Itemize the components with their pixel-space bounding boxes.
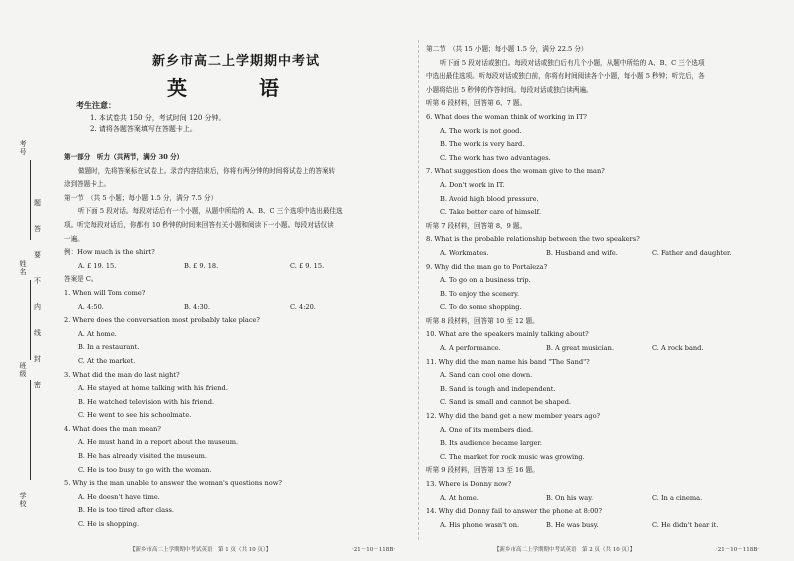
page-footer: 【新乡市高二上学期期中考试英语 第 2 页（共 10 页）】 <box>494 547 636 553</box>
instructions: 项。听完每段对话后，你都有 10 秒钟的时间来回答有关小题和阅读下一小题。每段对话仅读 <box>64 220 334 229</box>
option: B. He watched television with his friend. <box>78 397 215 406</box>
instructions: 中选出最佳选项。听每段对话或独白前，你将有时间阅读各个小题，每小题 5 秒钟；听完后，各 <box>426 72 705 81</box>
option: B. In a restaurant. <box>78 343 140 352</box>
class-label: 班级 <box>19 362 27 378</box>
option: A. He must hand in a report about the museum. <box>78 438 239 447</box>
option: B. To enjoy the scenery. <box>440 289 520 298</box>
left-page <box>60 0 412 561</box>
option: C. Father and daughter. <box>652 248 732 257</box>
option: B. A great musician. <box>546 344 614 353</box>
instructions: 小题将给出 5 秒钟的作答时间。每段对话或独白读两遍。 <box>426 85 593 94</box>
option: C. £ 9. 15. <box>290 261 325 270</box>
exam-number-label: 考号 <box>19 140 27 156</box>
option: B. Sand is tough and independent. <box>440 384 556 393</box>
option: A. One of its members died. <box>440 425 534 434</box>
question: 5. Why is the man unable to answer the woman's questions now? <box>64 479 282 488</box>
listening-section-2 <box>426 43 732 532</box>
page-code: ·21－10－118B· <box>352 547 396 553</box>
option: C. He is shopping. <box>78 520 140 529</box>
instructions: 做题时，先将答案标在试卷上。录音内容结束后，你将有两分钟的时间将试卷上的答案转 <box>78 166 336 175</box>
notice-box <box>76 100 226 135</box>
instructions: 听下面 5 段对话或独白。每段对话或独白后有几个小题，从题中所给的 A、B、C 三个选项 <box>440 58 705 67</box>
option: C. He is too busy to go with the woman. <box>78 465 212 474</box>
part-heading: 第一部分 听力（共两节，满分 30 分） <box>64 153 184 161</box>
option: B. On his way. <box>546 493 594 502</box>
option: A. Sand can cool one down. <box>440 371 533 380</box>
option: C. He went to see his schoolmate. <box>78 411 192 420</box>
option: B. He has already visited the museum. <box>78 452 207 461</box>
option: A. £ 19. 15. <box>78 261 117 270</box>
option: B. He was busy. <box>546 520 599 529</box>
instructions: 听下面 5 段对话。每段对话后有一个小题，从题中所给的 A、B、C 三个选项中选出最佳选 <box>78 207 343 216</box>
option: C. Sand is small and cannot be shaped. <box>440 398 572 407</box>
instructions: 一遍。 <box>64 234 84 243</box>
seal-char: 密 <box>34 381 41 389</box>
option: B. Avoid high blood pressure. <box>440 194 539 203</box>
option: C. At the market. <box>78 356 136 365</box>
option-row <box>426 519 732 533</box>
question: 8. What is the probable relationship between the two speakers? <box>426 235 640 244</box>
school-label: 学校 <box>19 492 27 508</box>
option: A. At home. <box>440 493 479 502</box>
subject-title: 英 语 <box>167 76 305 100</box>
name-label: 姓名 <box>19 260 27 276</box>
option-row <box>426 247 732 261</box>
class-line <box>30 380 31 480</box>
question: 2. Where does the conversation most probably take place? <box>64 316 260 325</box>
question: 10. What are the speakers mainly talking about? <box>426 330 589 339</box>
exam-title: 新乡市高二上学期期中考试 <box>151 54 320 69</box>
listening-section <box>64 151 343 532</box>
option: A. His phone wasn't on. <box>440 520 520 529</box>
right-page <box>424 0 788 561</box>
group-heading: 听第 6 段材料，回答第 6、7 题。 <box>426 99 527 108</box>
question: 11. Why did the man name his band "The Sand"? <box>426 357 590 366</box>
option: C. Take better care of himself. <box>440 208 541 217</box>
question: 12. Why did the band get a new member years ago? <box>426 412 601 421</box>
name-line <box>30 280 31 360</box>
question: 6. What does the woman think of working in IT? <box>426 112 587 121</box>
seal-char: 内 <box>34 303 41 311</box>
section-heading: 第一节 （共 5 小题；每小题 1.5 分，满分 7.5 分） <box>64 193 218 202</box>
option: A. Workmates. <box>440 248 489 257</box>
option: C. The work has two advantages. <box>440 153 551 162</box>
option: A. A performance. <box>440 344 501 353</box>
option: C. In a cinema. <box>652 493 703 502</box>
option: A. He stayed at home talking with his friend. <box>78 384 228 393</box>
option: A. 4:50. <box>78 302 104 311</box>
section-heading: 第二节 （共 15 小题；每小题 1.5 分，满分 22.5 分） <box>426 45 588 53</box>
option: A. The work is not good. <box>440 126 522 135</box>
seal-char: 线 <box>34 329 41 337</box>
question: 7. What suggestion does the woman give to the man? <box>426 167 605 176</box>
option: A. He doesn't have time. <box>78 492 160 501</box>
seal-char: 不 <box>34 277 41 285</box>
option-row <box>426 342 732 356</box>
option: C. 4:20. <box>290 302 316 311</box>
option: B. Husband and wife. <box>546 248 618 257</box>
question: 14. Why did Donny fail to answer the phone at 8:00? <box>426 507 602 516</box>
question: 13. Where is Donny now? <box>426 480 512 488</box>
option: B. 4:30. <box>184 302 210 311</box>
option-row <box>426 492 732 506</box>
group-heading: 听第 7 段材料，回答第 8、9 题。 <box>426 221 527 230</box>
option-row <box>64 301 343 315</box>
option: C. He didn't hear it. <box>652 520 719 529</box>
seal-char: 要 <box>34 251 41 259</box>
seal-char: 答 <box>34 225 41 233</box>
group-heading: 听第 9 段材料，回答第 13 至 16 题。 <box>426 466 539 475</box>
page-divider <box>418 40 419 540</box>
example-options <box>64 260 343 274</box>
page-footer: 【新乡市高二上学期期中考试英语 第 1 页（共 10 页）】 <box>130 547 272 553</box>
option: B. £ 9. 18. <box>184 261 219 270</box>
exam-number-line <box>30 160 31 240</box>
example-question: 例：How much is the shirt? <box>64 248 155 257</box>
option: B. Its audience became larger. <box>440 439 542 448</box>
notice-line: 2. 请将各题答案填写在答题卡上。 <box>90 125 197 133</box>
notice-line: 1. 本试卷共 150 分，考试时间 120 分钟。 <box>90 114 226 122</box>
seal-char: 封 <box>34 355 41 363</box>
question: 1. When will Tom come? <box>64 288 146 297</box>
seal-char: 题 <box>34 199 41 207</box>
option: A. To go on a business trip. <box>440 276 531 285</box>
group-heading: 听第 8 段材料，回答第 10 至 12 题。 <box>426 316 539 325</box>
option: C. A rock band. <box>652 344 704 353</box>
option: C. The market for rock music was growing. <box>440 452 585 461</box>
question: 4. What does the man mean? <box>64 424 161 433</box>
option: B. The work is very hard. <box>440 140 525 149</box>
example-answer: 答案是 C。 <box>64 275 98 284</box>
notice-heading: 考生注意： <box>76 100 116 110</box>
option: B. He is too tired after class. <box>78 506 174 515</box>
option: A. At home. <box>78 329 117 338</box>
binding-margin <box>0 0 58 561</box>
instructions: 涂到答题卡上。 <box>64 180 111 189</box>
option: C. To do some shopping. <box>440 303 522 312</box>
question: 9. Why did the man go to Portaleza? <box>426 262 548 271</box>
page-code: ·21－10－118B· <box>716 547 760 553</box>
question: 3. What did the man do last night? <box>64 370 180 379</box>
option: A. Don't work in IT. <box>440 180 505 189</box>
